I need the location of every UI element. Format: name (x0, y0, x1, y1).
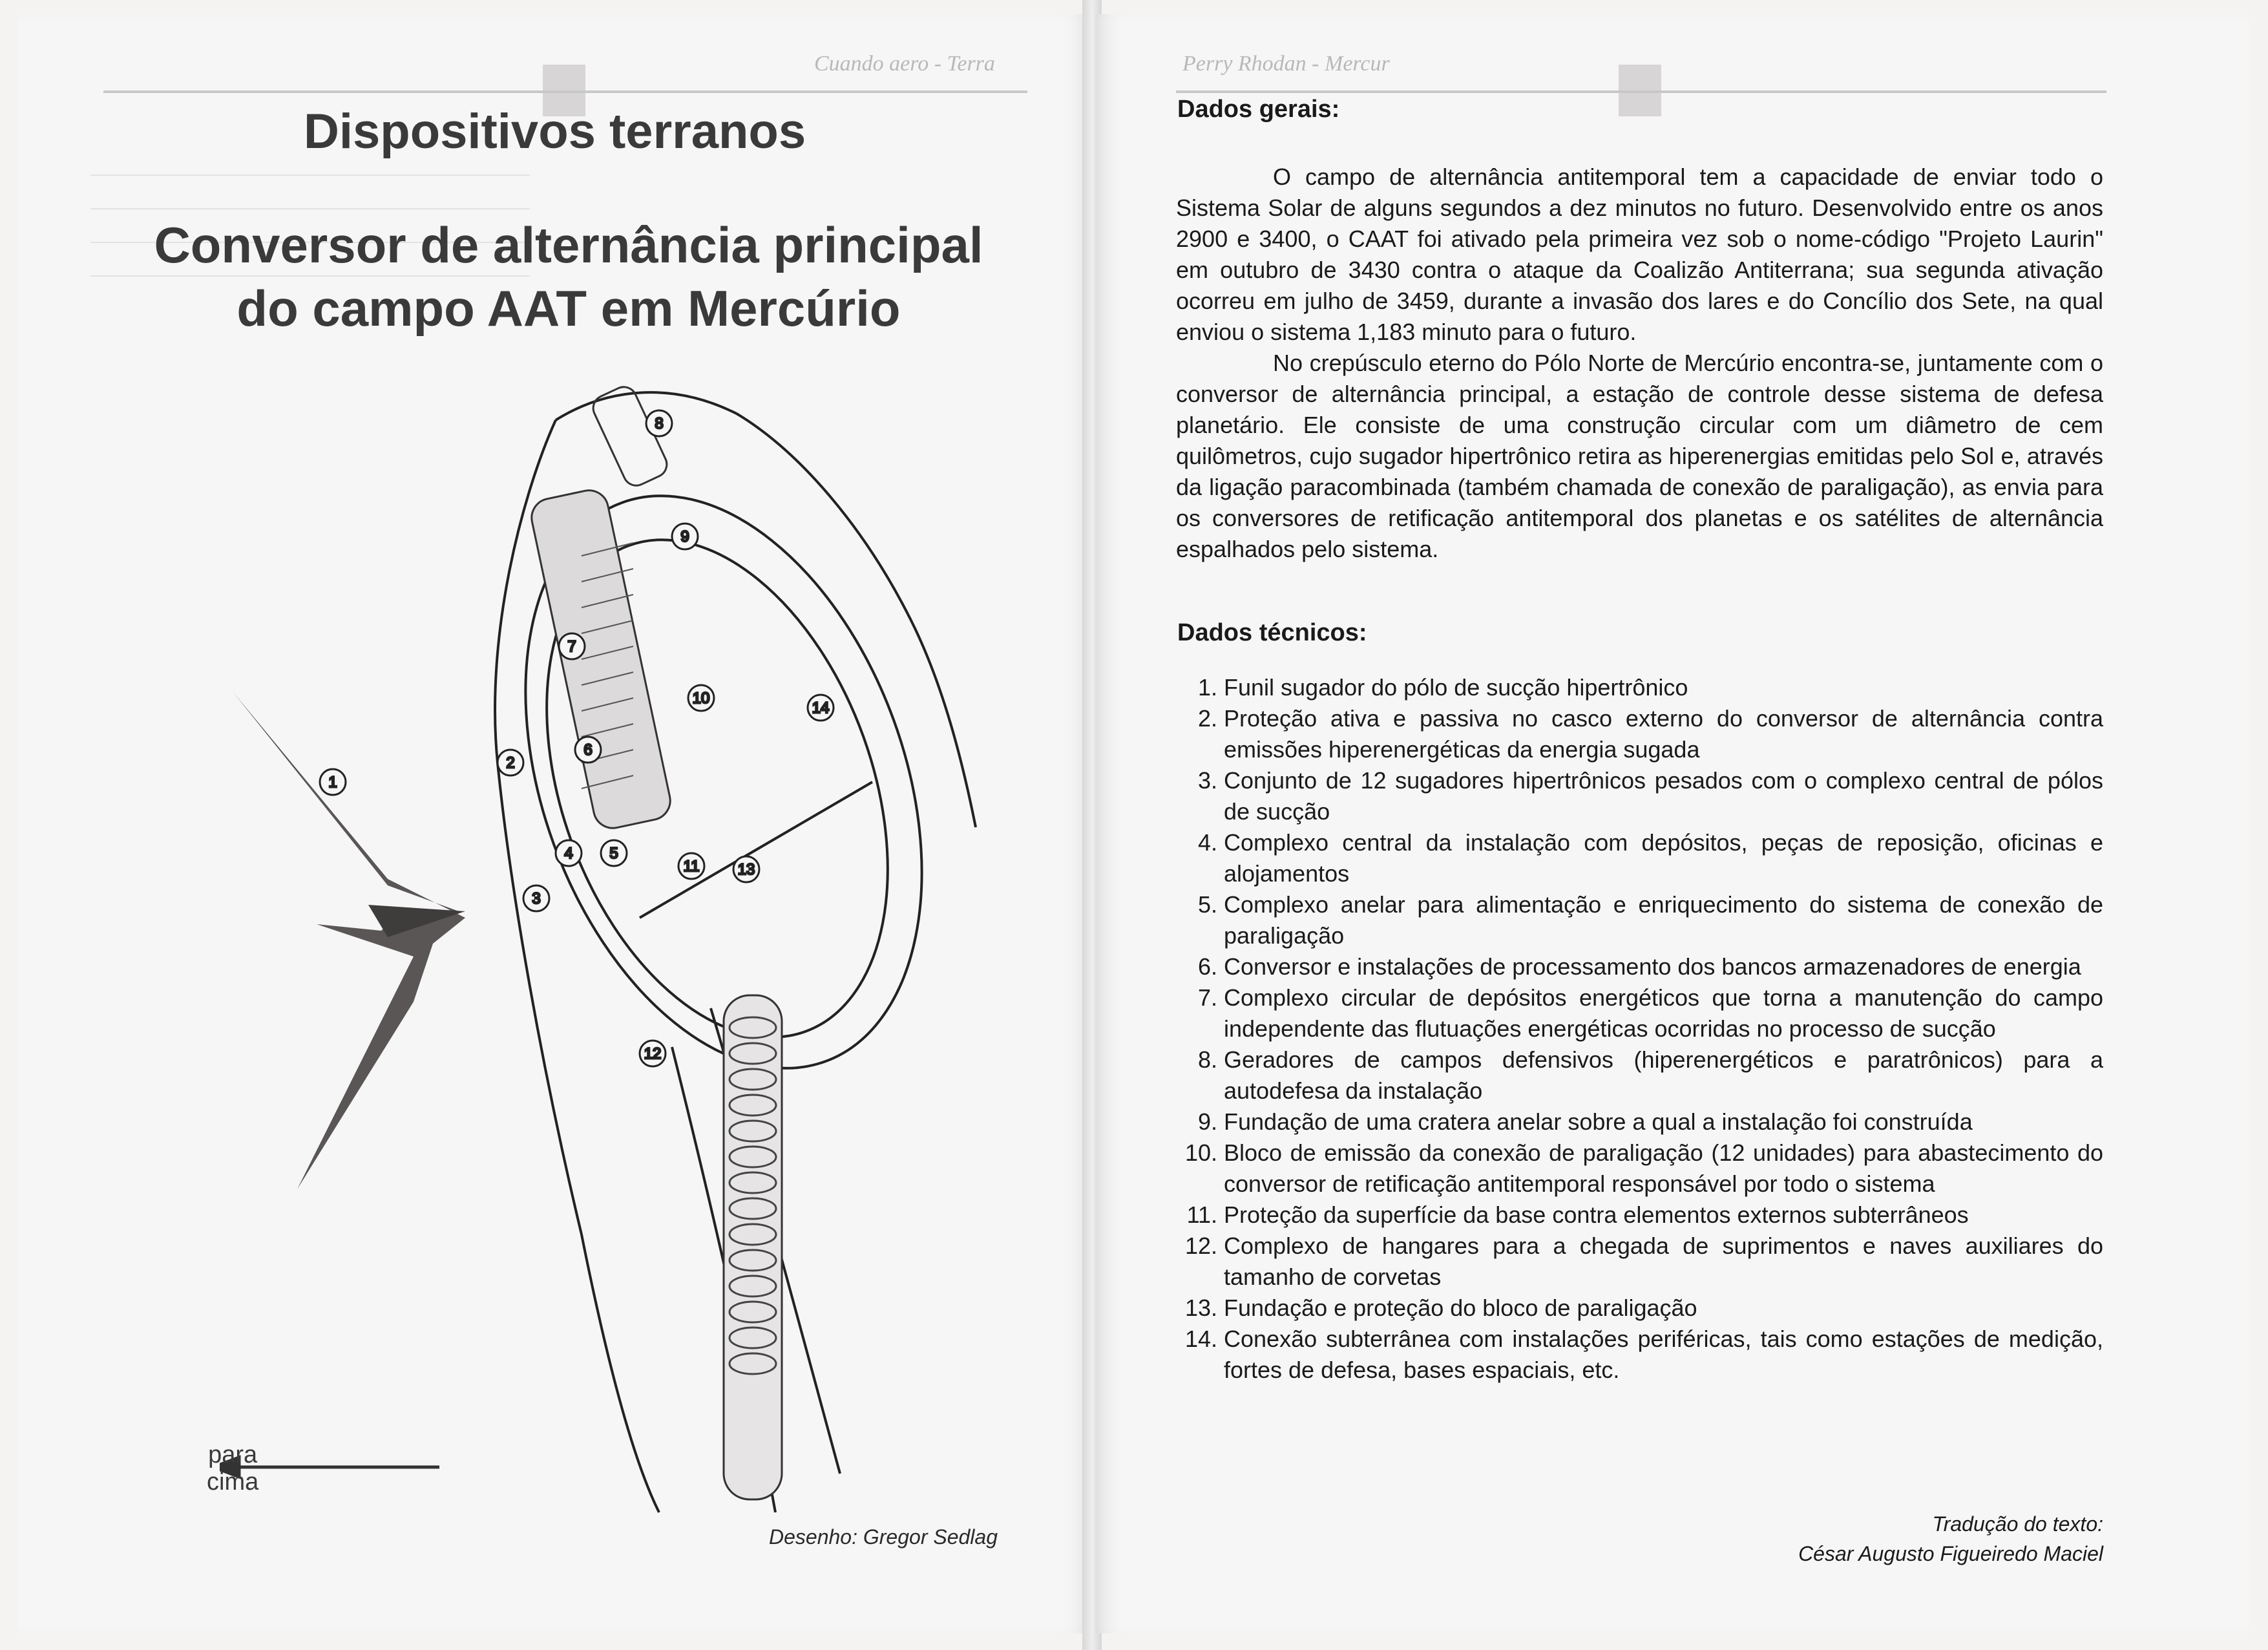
svg-text:9: 9 (680, 528, 689, 545)
callout-11 (678, 853, 704, 879)
list-item: 4. Complexo central da instalação com depósitos, peças de reposição, oficinas e alojamentos (1197, 829, 2103, 887)
callout-5 (601, 840, 627, 866)
callout-3 (523, 885, 549, 911)
general-paragraph: O campo de alternância antitemporal tem a capacidade de enviar todo o Sistema Solar de alguns segundos a dez minutos no futuro. Desenvolvido entre os anos 2900 e 3400, o CAAT foi ativado pela primeira vez sob o nome-código "Projeto Laurin" em outubro de 3430 contra o ataque da Coalizão Antiterrana; sua segunda ativação ocorreu em julho de 3459, durante a invasão dos lares e do Concílio dos Sete, na qual enviou o sistema 1,183 minuto para o futuro. (1176, 164, 2103, 345)
installation-cutaway-illustration (220, 362, 1047, 1545)
left-running-head: Cuando aero - Terra (814, 52, 995, 76)
svg-text:14: 14 (812, 699, 830, 717)
translation-credit: Tradução do texto: César Augusto Figueiredo Maciel (1798, 1512, 2103, 1565)
list-item: 5. Complexo anelar para alimentação e enriquecimento do sistema de conexão de paraligação (1197, 891, 2103, 949)
svg-text:12: 12 (644, 1045, 662, 1063)
technical-drawing (220, 362, 1047, 1545)
callout-4 (556, 840, 582, 866)
list-item: 7. Complexo circular de depósitos energéticos que torna a manutenção do campo independente das flutuações energéticas ocorridas no processo de sucção (1197, 984, 2103, 1042)
callout-10 (688, 685, 714, 711)
list-item: 10. Bloco de emissão da conexão de paraligação (12 unidades) para abastecimento do conversor de retificação antitemporal responsável por todo o sistema (1184, 1139, 2103, 1197)
svg-text:7: 7 (567, 638, 576, 655)
list-item: 1. Funil sugador do pólo de sucção hipertrônico (1197, 674, 1688, 701)
svg-text:11: 11 (683, 858, 700, 875)
page-title: Conversor de alternância principal do campo AAT em Mercúrio (154, 217, 983, 337)
callout-7 (559, 633, 585, 659)
general-data-body (1176, 162, 2103, 565)
callout-2 (498, 750, 523, 776)
callout-12 (640, 1041, 666, 1066)
direction-label: para cima (207, 1441, 259, 1496)
svg-text:10: 10 (692, 690, 710, 707)
drawing-credit: Desenho: Gregor Sedlag (769, 1525, 998, 1549)
section-title: Dispositivos terranos (304, 104, 806, 159)
technical-list (1176, 672, 2103, 1386)
list-item: 6. Conversor e instalações de processamento dos bancos armazenadores de energia (1197, 953, 2081, 980)
svg-text:1: 1 (328, 774, 337, 791)
callout-14 (808, 695, 834, 721)
list-item: 14. Conexão subterrânea com instalações periféricas, tais como estações de medição, fortes de defesa, bases espaciais, etc. (1184, 1326, 2103, 1383)
svg-text:2: 2 (506, 754, 515, 772)
callout-9 (672, 524, 698, 549)
list-item: 13. Fundação e proteção do bloco de paraligação (1184, 1295, 1697, 1321)
list-item: 11. Proteção da superfície da base contra elementos externos subterrâneos (1186, 1201, 1969, 1228)
svg-text:3: 3 (532, 890, 541, 907)
general-data-heading: Dados gerais: (1177, 96, 1340, 123)
svg-text:8: 8 (655, 415, 664, 432)
list-item: 2. Proteção ativa e passiva no casco externo do conversor de alternância contra emissões hiperenergéticas da energia sugada (1197, 705, 2103, 763)
callout-6 (575, 737, 601, 763)
callout-8 (646, 410, 672, 436)
list-item: 9. Fundação de uma cratera anelar sobre a qual a instalação foi construída (1197, 1108, 1973, 1135)
svg-text:4: 4 (564, 845, 573, 862)
funnel-spike-shape (233, 692, 465, 1189)
list-item: 3. Conjunto de 12 sugadores hipertrônicos pesados com o complexo central de pólos de sucção (1197, 767, 2103, 825)
callout-1 (320, 769, 346, 795)
svg-text:13: 13 (737, 861, 755, 878)
svg-text:5: 5 (609, 845, 618, 862)
list-item: 8. Geradores de campos defensivos (hiperenergéticos e paratrônicos) para a autodefesa da instalação (1197, 1046, 2103, 1104)
right-running-head: Perry Rhodan - Mercur (1182, 52, 1390, 76)
technical-data-heading: Dados técnicos: (1177, 619, 1367, 646)
right-head-marker (1619, 65, 1661, 116)
callout-13 (733, 856, 759, 882)
general-paragraph: No crepúsculo eterno do Pólo Norte de Mercúrio encontra-se, juntamente com o conversor de alternância principal, a estação de controle desse sistema de defesa planetário. Ele consiste de uma construção circular com um diâmetro de cem quilômetros, cujo sugador hipertrônico retira as hiperenergias emitidas pelo Sol e, através da ligação paracombinada (também chamada de conexão de paraligação), as envia para os conversores de retificação antitemporal dos planetas e os satélites de alternância espalhados pelo sistema. (1176, 350, 2103, 562)
list-item: 12. Complexo de hangares para a chegada de suprimentos e naves auxiliares do tamanho de corvetas (1184, 1232, 2103, 1290)
svg-text:6: 6 (583, 741, 593, 759)
